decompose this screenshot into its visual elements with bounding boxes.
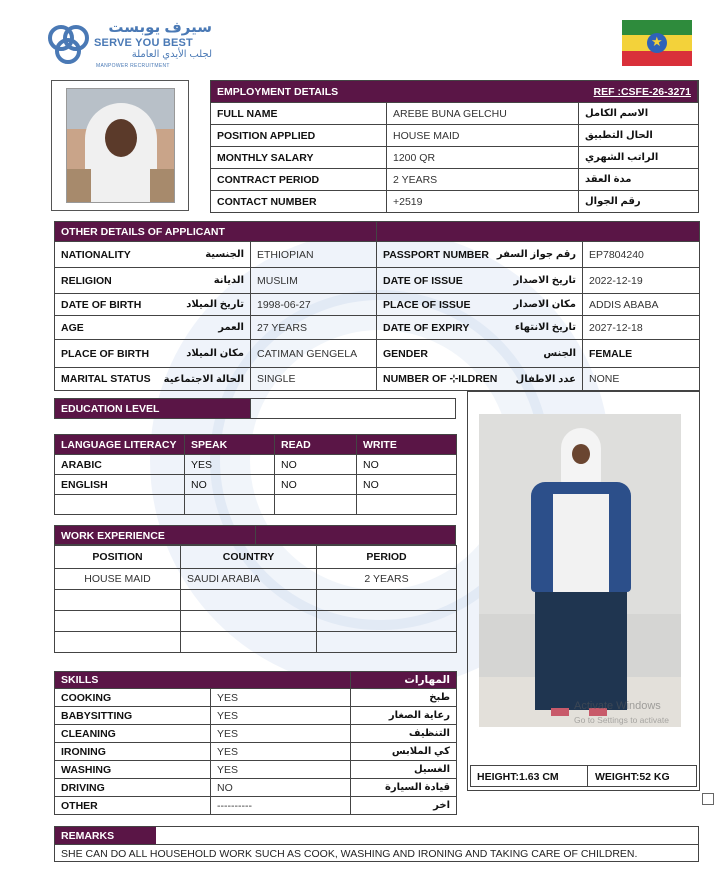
other-left-label-cell [55, 340, 251, 368]
other-right-arabic: تاريخ الاصدار [513, 275, 576, 286]
employment-arabic-label: رقم الجوال [585, 196, 641, 207]
other-right-label-cell [377, 316, 583, 340]
work-column-header-row [55, 546, 457, 569]
employment-value: 1200 QR [387, 147, 579, 169]
skill-arabic: التنظيف [351, 725, 457, 743]
employment-label: CONTACT NUMBER [211, 191, 387, 212]
skills-header: SKILLS [55, 672, 351, 689]
other-left-label: MARITAL STATUS [61, 373, 151, 385]
other-left-value: ETHIOPIAN [251, 242, 377, 268]
other-left-label-cell [55, 268, 251, 294]
employment-label: CONTRACT PERIOD [211, 169, 387, 191]
education-level-box [54, 398, 456, 419]
skill-value: YES [211, 725, 351, 743]
brand-english-name: SERVE YOU BEST [94, 37, 193, 49]
skill-row [55, 707, 457, 725]
language-column-header: LANGUAGE LITERACY [55, 435, 185, 455]
other-right-label-cell [377, 368, 583, 390]
language-cell [185, 495, 275, 515]
employment-arabic-label: مدة العقد [579, 169, 698, 191]
work-cell [317, 590, 457, 611]
skills-table [54, 671, 457, 815]
education-header: EDUCATION LEVEL [55, 399, 251, 418]
other-right-arabic: رقم جواز السفر [496, 249, 576, 260]
work-cell [317, 632, 457, 653]
activate-windows-line1: Activate Windows [574, 700, 661, 712]
language-cell: NO [357, 455, 457, 475]
employment-value: +2519 [387, 191, 579, 212]
language-cell [357, 495, 457, 515]
skill-row [55, 743, 457, 761]
other-left-label: NATIONALITY [61, 248, 131, 261]
employment-value: 2 YEARS [387, 169, 579, 191]
work-experience-table [54, 545, 457, 653]
other-left-arabic: الديانة [213, 275, 244, 286]
height-value: HEIGHT:1.63 CM [477, 771, 559, 783]
skill-value: ---------- [211, 797, 351, 815]
language-cell: ARABIC [55, 455, 185, 475]
remarks-header: REMARKS [55, 827, 156, 844]
other-right-label: GENDER [383, 347, 428, 360]
skill-value: YES [211, 743, 351, 761]
height-weight-row [470, 765, 697, 787]
language-row [55, 495, 457, 515]
work-cell [317, 611, 457, 632]
other-left-value: 27 YEARS [251, 316, 377, 340]
other-left-value: CATIMAN GENGELA [251, 340, 377, 368]
other-left-arabic: مكان الميلاد [186, 348, 244, 359]
other-left-value: SINGLE [251, 368, 377, 390]
other-right-label: PASSPORT NUMBER [383, 248, 489, 261]
employment-details-table [210, 80, 699, 213]
language-row [55, 455, 457, 475]
other-right-label-cell [377, 294, 583, 316]
other-left-arabic: الجنسية [205, 249, 244, 260]
work-cell: 2 YEARS [317, 569, 457, 590]
work-row [55, 569, 457, 590]
skill-value: YES [211, 761, 351, 779]
other-right-label: NUMBER OF ⊹ILDREN [383, 373, 498, 385]
language-cell: NO [357, 475, 457, 495]
other-left-label-cell [55, 294, 251, 316]
employment-value: AREBE BUNA GELCHU [387, 103, 579, 125]
skill-row [55, 797, 457, 815]
work-cell [55, 590, 181, 611]
logo-knot-icon [46, 20, 92, 70]
skill-arabic: اخر [351, 797, 457, 815]
brand-logo [46, 20, 216, 72]
work-column-header: POSITION [55, 546, 181, 569]
other-right-value: 2022-12-19 [583, 268, 699, 294]
employment-arabic-label: الحال التطبيق [579, 125, 698, 147]
work-cell: HOUSE MAID [55, 569, 181, 590]
other-right-label: PLACE OF ISSUE [383, 298, 471, 311]
other-right-label-cell [377, 242, 583, 268]
other-left-label: RELIGION [61, 274, 112, 287]
work-column-header: PERIOD [317, 546, 457, 569]
other-details-header-right [377, 222, 699, 242]
language-row [55, 475, 457, 495]
other-right-label: DATE OF EXPIRY [383, 321, 470, 334]
language-column-header: SPEAK [185, 435, 275, 455]
other-details-table [54, 221, 700, 391]
other-right-value: NONE [589, 373, 620, 385]
employment-value: HOUSE MAID [387, 125, 579, 147]
employment-label: POSITION APPLIED [211, 125, 387, 147]
corner-checkbox[interactable] [702, 793, 714, 805]
remarks-box [54, 826, 699, 862]
work-row [55, 611, 457, 632]
other-right-arabic: الجنس [543, 348, 576, 359]
ethiopia-flag [622, 20, 692, 66]
work-cell [181, 611, 317, 632]
skill-label: DRIVING [55, 779, 211, 797]
other-right-value: 2027-12-18 [583, 316, 699, 340]
work-cell [55, 632, 181, 653]
skill-row [55, 689, 457, 707]
brand-arabic-sub: لجلب الأيدي العاملة [131, 49, 212, 60]
work-row [55, 590, 457, 611]
other-left-value: 1998-06-27 [251, 294, 377, 316]
flag-emblem-icon: ★ [647, 33, 667, 53]
other-left-label: DATE OF BIRTH [61, 298, 142, 311]
skills-header-arabic: المهارات [351, 672, 457, 689]
skill-arabic: طبخ [351, 689, 457, 707]
reference-number: REF :CSFE-26-3271 [583, 81, 698, 103]
other-details-header: OTHER DETAILS OF APPLICANT [55, 222, 377, 242]
other-left-arabic: الحالة الاجتماعية [163, 373, 244, 385]
skill-row [55, 779, 457, 797]
work-cell [181, 632, 317, 653]
skill-label: OTHER [55, 797, 211, 815]
other-left-label-cell [55, 242, 251, 268]
brand-arabic-name: سيرف يوبست [108, 19, 212, 36]
language-cell: NO [275, 475, 357, 495]
employment-arabic-label: الاسم الكامل [579, 103, 698, 125]
skill-arabic: قيادة السيارة [351, 779, 457, 797]
skills-header-row [55, 672, 457, 689]
work-cell [55, 611, 181, 632]
language-cell [275, 495, 357, 515]
work-column-header: COUNTRY [181, 546, 317, 569]
skill-label: CLEANING [55, 725, 211, 743]
skill-label: BABYSITTING [55, 707, 211, 725]
other-left-label: AGE [61, 321, 84, 334]
other-left-label-cell [55, 368, 251, 390]
other-right-value: EP7804240 [583, 242, 699, 268]
language-header-row [55, 435, 457, 455]
language-cell: NO [185, 475, 275, 495]
skill-value: NO [211, 779, 351, 797]
other-right-arabic: عدد الاطفال [515, 373, 576, 385]
language-cell: ENGLISH [55, 475, 185, 495]
skill-label: COOKING [55, 689, 211, 707]
work-row [55, 632, 457, 653]
employment-label: MONTHLY SALARY [211, 147, 387, 169]
work-cell [181, 590, 317, 611]
activate-windows-line2: Go to Settings to activate [574, 715, 669, 725]
other-right-label-cell [377, 340, 583, 368]
other-right-value: FEMALE [583, 340, 699, 368]
other-right-arabic: تاريخ الانتهاء [514, 322, 576, 333]
other-left-arabic: العمر [218, 322, 244, 333]
other-right-value: ADDIS ABABA [583, 294, 699, 316]
weight-value: WEIGHT:52 KG [595, 771, 670, 783]
other-right-label: DATE OF ISSUE [383, 274, 463, 287]
employment-label: FULL NAME [211, 103, 387, 125]
other-left-arabic: تاريخ الميلاد [186, 299, 244, 310]
language-cell [55, 495, 185, 515]
skill-value: YES [211, 689, 351, 707]
language-column-header: WRITE [357, 435, 457, 455]
work-cell: SAUDI ARABIA [181, 569, 317, 590]
other-right-label-cell [377, 268, 583, 294]
employment-arabic-label: الراتب الشهري [579, 147, 698, 169]
employment-header: EMPLOYMENT DETAILS [211, 81, 583, 103]
work-experience-header-row [54, 525, 456, 545]
education-value [251, 399, 455, 418]
skill-arabic: الغسيل [351, 761, 457, 779]
language-literacy-table [54, 434, 457, 515]
skill-label: WASHING [55, 761, 211, 779]
skill-row [55, 725, 457, 743]
language-column-header: READ [275, 435, 357, 455]
remarks-text: SHE CAN DO ALL HOUSEHOLD WORK SUCH AS COOK, WASHING AND IRONING AND TAKING CARE OF CHILDREN. [61, 848, 638, 860]
other-left-value: MUSLIM [251, 268, 377, 294]
other-right-arabic: مكان الاصدار [513, 299, 576, 310]
skill-arabic: كي الملابس [351, 743, 457, 761]
skill-arabic: رعاية الصغار [351, 707, 457, 725]
other-left-label-cell [55, 316, 251, 340]
skill-label: IRONING [55, 743, 211, 761]
skill-row [55, 761, 457, 779]
language-cell: YES [185, 455, 275, 475]
skill-value: YES [211, 707, 351, 725]
other-left-label: PLACE OF BIRTH [61, 347, 150, 360]
work-experience-header: WORK EXPERIENCE [61, 530, 165, 542]
applicant-portrait-photo [66, 88, 175, 203]
brand-tagline: MANPOWER RECRUITMENT [96, 63, 170, 69]
language-cell: NO [275, 455, 357, 475]
full-body-photo [479, 414, 681, 727]
